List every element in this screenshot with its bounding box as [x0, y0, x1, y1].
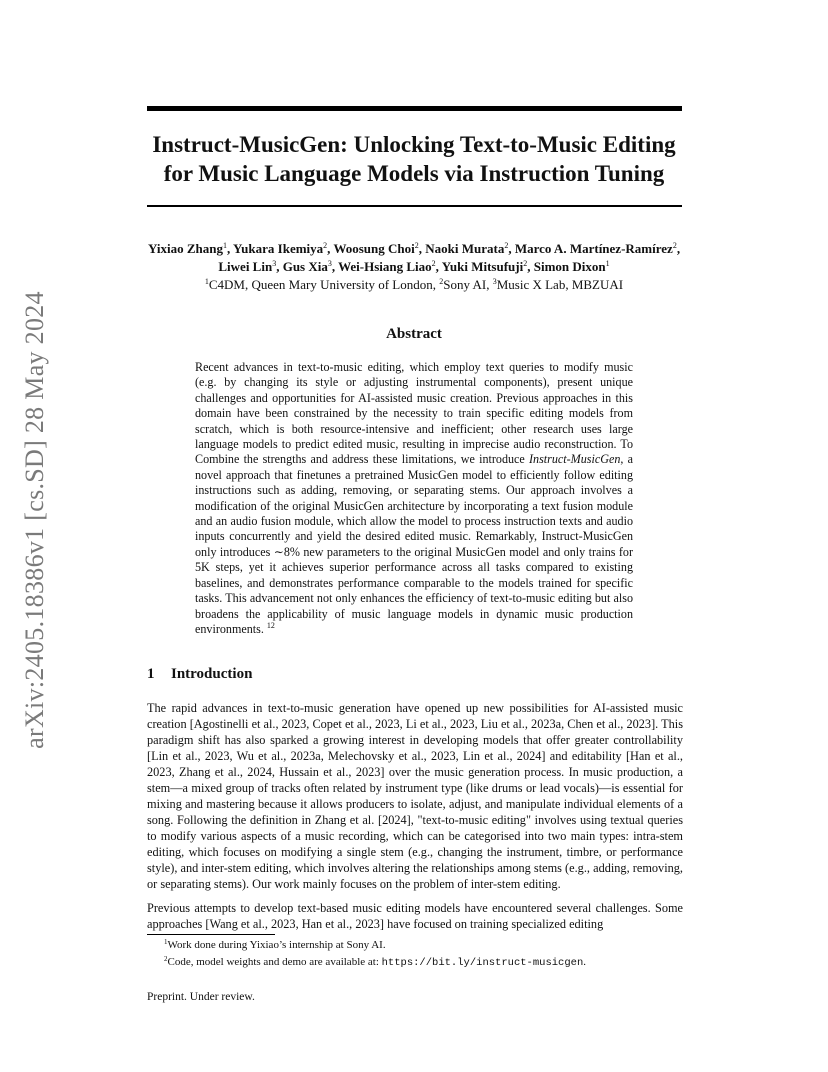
author: Simon Dixon$^1$ [533, 259, 610, 274]
author-list [120, 240, 708, 276]
intro-paragraph-1: The rapid advances in text-to-music generation have opened up new possibilities for AI-assisted music creation [Agostinelli et al., 2023, Copet et al., 2023, Li et al., 2023, Liu et al., 2023a, Chen et al., 2023]. This paradigm shift has also sparked a growing interest in developing models that offer greater controllability [Lin et al., 2023, Wu et al., 2023a, Melechovsky et al., 2023, Lin et al., 2024] and editability [Han et al., 2023, Zhang et al., 2024, Hussain et al., 2023] over the music generation process. In music production, a stem—a mixed group of tracks often related by instrument type (like drums or lead vocals)—is essential for mixing and mastering because it allows producers to isolate, adjust, and manipulate individual elements of a song. Following the definition in Zhang et al. [2024], "text-to-music editing" involves using textual queries to modify various aspects of a music recording, which can be categorised into two main types: intra-stem editing, which focuses on modifying a single stem (e.g., changing the instrument, timbre, or performance style), and inter-stem editing, which involves altering the relationships among stems (e.g., adding, removing, or separating stems). Our work mainly focuses on the problem of inter-stem editing. [147, 701, 683, 891]
title-top-rule [147, 106, 682, 111]
author-block [120, 240, 708, 294]
author: Yixiao Zhang$^1$, [147, 241, 233, 256]
section-heading-introduction [147, 666, 252, 683]
arxiv-stamp-text: arXiv:2405.18386v1 [cs.SD] 28 May 2024 [20, 291, 49, 749]
author: Marco A. Martínez-Ramírez$^2$, [514, 241, 681, 256]
affiliation-num: 1 [204, 277, 209, 286]
footnote-marks: 12 [266, 620, 275, 630]
model-name: Instruct-MusicGen [529, 452, 621, 467]
author: Naoki Murata$^2$, [425, 241, 515, 256]
author: Gus Xia$^3$, [282, 259, 339, 274]
affiliation: C4DM, Queen Mary University of London, [208, 277, 440, 292]
footnote-rule [147, 934, 275, 935]
abstract-text: Recent advances in text-to-music editing, which employ text queries to modify music (e.g. by changing its style or adjusting instrumental components), present unique challenges and opportunities for AI-assisted music creation. Previous approaches in this domain have been constrained by the necessity to train specific editing models from scratch, which is both resource-intensive and inefficient; other research uses large language models to predict edited music, resulting in imprecise audio reconstruction. To Combine the strengths and address these limitations, we introduce Instruct-MusicGen, a novel approach that finetunes a pretrained MusicGen model to efficiently follow editing instructions such as adding, removing, or separating stems. Our approach involves a modification of the original MusicGen architecture by incorporating a text fusion module and an audio fusion module, which allow the model to process instruction texts and audio inputs concurrently and yield the desired edited music. Remarkably, Instruct-MusicGen only introduces ∼8% new parameters to the original MusicGen model and only trains for 5K steps, yet it achieves superior performance across all tasks compared to existing baselines, and demonstrates performance comparable to the models trained for specific tasks. This advancement not only enhances the efficiency of text-to-music editing but also broadens the applicability of music language models in dynamic music production environments. $^{12}$ [195, 360, 634, 636]
affiliation: Music X Lab, MBZUAI [496, 277, 624, 292]
footnote-1: $^1$Work done during Yixiao’s internship at Sony AI. [164, 938, 386, 951]
arxiv-stamp [0, 0, 60, 760]
title-line-2: for Music Language Models via Instruction Tuning [163, 161, 665, 186]
intro-paragraph-2: Previous attempts to develop text-based music editing models have encountered several challenges. Some approaches [Wang et al., 2023, Han et al., 2023] have focused on training specialized editing [147, 901, 683, 931]
section-title: Introduction [171, 666, 253, 682]
preprint-notice: Preprint. Under review. [147, 991, 255, 1003]
affiliation-list [120, 276, 708, 294]
author: Yuki Mitsufuji$^2$, [441, 259, 534, 274]
affiliation-num: 3 [492, 277, 497, 286]
affiliation-num: 2 [439, 277, 444, 286]
author: Woosung Choi$^2$, [333, 241, 426, 256]
section-number: 1 [147, 666, 155, 682]
abstract-heading: Abstract [386, 326, 442, 342]
paper-title [120, 130, 708, 188]
author: Wei-Hsiang Liao$^2$, [338, 259, 442, 274]
footnote-2: $^2$Code, model weights and demo are available at: https://bit.ly/instruct-musicgen. [164, 955, 587, 969]
footnote-url-link[interactable]: https://bit.ly/instruct-musicgen [381, 957, 584, 969]
affiliation: Sony AI, [443, 277, 493, 292]
author: Liwei Lin$^3$, [218, 259, 283, 274]
author: Yukara Ikemiya$^2$, [232, 241, 334, 256]
title-line-1: Instruct-MusicGen: Unlocking Text-to-Music Editing [152, 132, 676, 157]
title-bottom-rule [147, 205, 682, 207]
